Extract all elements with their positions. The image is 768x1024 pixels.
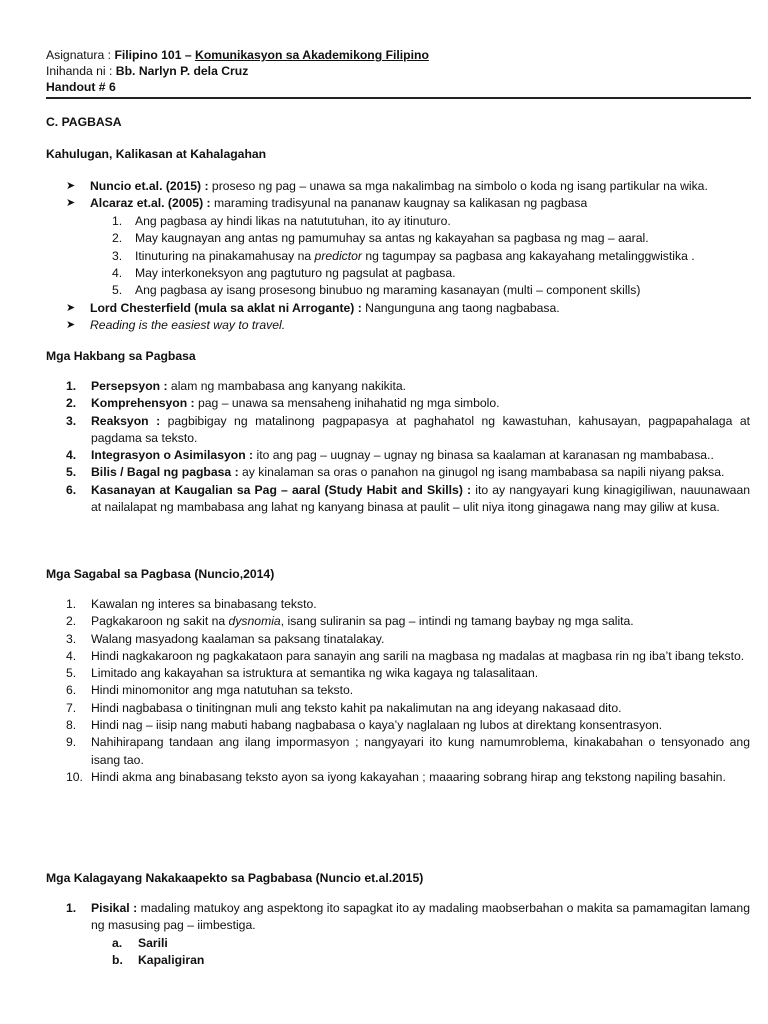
item-text: ito ay nangyayari kung kinagigiliwan, nauunawaan at nailalapat ng mambabasa ang lahat ng kanyang binasa at paulit – ulit niya itong ginagawa nang may giliw at kusa.	[91, 482, 750, 515]
item-text: Nangunguna ang taong nagbabasa.	[361, 301, 560, 315]
quote-text: Reading is the easiest way to travel.	[90, 318, 286, 333]
item-lead: Komprehensyon :	[91, 396, 195, 411]
item-number: 6.	[66, 683, 77, 698]
item-lead: Lord Chesterfield (mula sa aklat ni Arrogante) :	[90, 301, 362, 315]
item-number: 3.	[66, 413, 77, 428]
item-lead: Nuncio et.al. (2015) :	[90, 179, 209, 193]
arrow-bullet-icon: ➤	[66, 180, 76, 192]
item-number: 1.	[66, 901, 77, 915]
item-text: ito ang pag – uugnay – ugnay ng binasa sa kaalaman at karanasan ng mambabasa..	[253, 448, 714, 463]
list-item	[66, 631, 750, 648]
item-number: 8.	[66, 718, 77, 733]
item-text: Kapaligiran	[138, 953, 205, 968]
item-number: 5.	[66, 465, 77, 480]
item-number: 3.	[66, 631, 77, 646]
item-text: maraming tradisyunal na pananaw kaugnay sa kalikasan ng pagbasa	[210, 196, 588, 211]
list-item	[66, 596, 750, 613]
kahulugan-sublist	[112, 213, 752, 299]
asignatura-line	[46, 47, 726, 63]
item-lead: Persepsyon :	[91, 379, 168, 393]
list-item	[112, 230, 752, 247]
item-lead: Alcaraz et.al. (2005) :	[90, 196, 211, 211]
list-item	[66, 717, 750, 734]
list-item	[66, 734, 750, 769]
item-text: Ang pagbasa ay hindi likas na natututuhan, ito ay itinuturo.	[135, 214, 451, 228]
item-number: 7.	[66, 700, 77, 715]
arrow-bullet-icon: ➤	[66, 302, 76, 314]
arrow-bullet-icon: ➤	[66, 197, 76, 210]
item-emphasis: dysnomia	[228, 614, 281, 629]
list-item	[66, 482, 750, 517]
item-lead: Pisikal :	[91, 901, 138, 915]
item-number: 4.	[112, 265, 123, 280]
list-item	[66, 682, 750, 699]
item-letter: b.	[112, 953, 123, 968]
item-text: Hindi nag – iisip nang mabuti habang nagbabasa o kaya’y naglalaan ng lubos at direktang konsentrasyon.	[91, 718, 663, 733]
item-text: , isang suliranin sa pag – intindi ng tamang baybay ng mga salita.	[280, 614, 634, 629]
list-item	[112, 952, 412, 969]
section-title: C. PAGBASA	[46, 115, 122, 129]
course-code: Filipino 101 –	[114, 48, 196, 62]
list-item	[66, 900, 750, 935]
item-text: pag – unawa sa mensaheng inihahatid ng mga simbolo.	[194, 396, 500, 411]
item-number: 2.	[66, 614, 77, 629]
list-item	[66, 700, 750, 717]
item-text: madaling matukoy ang aspektong ito sapagkat ito ay madaling maobserbahan o makita sa pamamagitan lamang ng masusing pag – iimbestiga.	[91, 901, 750, 933]
item-lead: Kasanayan at Kaugalian sa Pag – aaral (Study Habit and Skills) :	[91, 482, 472, 497]
course-title: Komunikasyon sa Akademikong Filipino	[195, 48, 429, 62]
item-letter: a.	[112, 936, 123, 950]
kahulugan-list	[66, 178, 756, 213]
item-number: 1.	[66, 597, 77, 611]
hakbang-list	[66, 378, 750, 516]
item-number: 6.	[66, 482, 77, 497]
sagabal-list	[66, 596, 750, 786]
item-text: May kaugnayan ang antas ng pamumuhay sa antas ng kakayahan sa pagbasa ng mag – aaral.	[135, 231, 649, 246]
item-text: proseso ng pag – unawa sa mga nakalimbag na simbolo o koda ng isang partikular na wika.	[208, 179, 708, 193]
item-number: 3.	[112, 248, 123, 263]
arrow-bullet-icon: ➤	[66, 319, 76, 332]
author-name: Bb. Narlyn P. dela Cruz	[115, 64, 249, 78]
sagabal-heading: Mga Sagabal sa Pagbasa (Nuncio,2014)	[46, 567, 275, 581]
list-item	[66, 395, 750, 412]
item-text: Pagkakaroon ng sakit na	[91, 614, 229, 629]
item-number: 9.	[66, 735, 77, 750]
item-text: Itinuturing na pinakamahusay na	[135, 248, 315, 263]
list-item	[66, 178, 756, 195]
item-text: alam ng mambabasa ang kanyang nakikita.	[167, 379, 407, 393]
list-item	[112, 248, 752, 265]
item-number: 1.	[66, 379, 77, 393]
asignatura-label: Asignatura :	[46, 48, 115, 62]
item-text: May interkoneksyon ang pagtuturo ng pagsulat at pagbasa.	[135, 265, 456, 280]
kalagayan-heading: Mga Kalagayang Nakakaapekto sa Pagbabasa (Nuncio et.al.2015)	[46, 871, 424, 885]
item-emphasis: predictor	[314, 248, 362, 263]
item-number: 10.	[66, 769, 83, 784]
item-number: 4.	[66, 648, 77, 663]
item-number: 2.	[66, 396, 77, 411]
item-text: Sarili	[138, 936, 168, 950]
list-item	[66, 378, 750, 395]
list-item	[112, 282, 752, 299]
item-text: ng tagumpay sa pagbasa ang kakayahang metalinggwistika .	[361, 248, 695, 263]
item-number: 5.	[66, 666, 77, 681]
header-divider	[46, 97, 751, 99]
inihanda-line	[46, 63, 726, 79]
item-lead: Integrasyon o Asimilasyon :	[91, 448, 254, 463]
kalagayan-sublist	[112, 935, 412, 970]
item-text: Kawalan ng interes sa binabasang teksto.	[91, 597, 317, 611]
list-item	[112, 935, 412, 952]
item-lead: Reaksyon :	[91, 413, 161, 428]
item-text: Hindi nagbabasa o tinitingnan muli ang teksto kahit pa nakalimutan na ang ideyang nakasaad dito.	[91, 700, 622, 715]
inihanda-label: Inihanda ni :	[46, 64, 116, 78]
item-number: 2.	[112, 231, 123, 246]
item-number: 5.	[112, 283, 123, 298]
list-item	[66, 300, 756, 317]
list-item	[112, 265, 752, 282]
item-text: Walang masyadong kaalaman sa paksang tinatalakay.	[91, 631, 385, 646]
document-header	[46, 47, 726, 95]
list-item	[66, 447, 750, 464]
item-text: Hindi minomonitor ang mga natutuhan sa teksto.	[91, 683, 354, 698]
list-item	[66, 665, 750, 682]
kalagayan-list	[66, 900, 750, 935]
item-number: 4.	[66, 448, 77, 463]
handout-number: Handout # 6	[46, 80, 116, 94]
list-item	[112, 213, 752, 230]
item-text: ay kinalaman sa oras o panahon na ginugol ng isang mambabasa sa napili niyang paksa.	[238, 465, 725, 480]
item-text: Hindi nagkakaroon ng pagkakataon para sanayin ang sarili na magbasa ng madalas at magbasa rin ng iba’t ibang teksto.	[91, 648, 745, 663]
item-lead: Bilis / Bagal ng pagbasa :	[91, 465, 239, 480]
item-text: Limitado ang kakayahan sa istruktura at semantika ng wika kagaya ng talasalitaan.	[91, 666, 539, 681]
list-item	[66, 195, 756, 212]
item-text: Ang pagbasa ay isang prosesong binubuo ng maraming kasanayan (multi – component skills)	[135, 283, 641, 298]
item-text: Hindi akma ang binabasang teksto ayon sa iyong kakayahan ; maaaring sobrang hirap ang tekstong napiling basahin.	[91, 769, 726, 784]
list-item	[66, 648, 750, 665]
item-text: pagbibigay ng matalinong pagpapasya at paghahatol ng kawastuhan, kahusayan, pagpapahalaga at pagdama sa teksto.	[91, 413, 750, 445]
list-item	[66, 464, 750, 481]
kahulugan-list-2	[66, 300, 756, 335]
list-item	[66, 769, 750, 786]
list-item	[66, 317, 756, 334]
list-item	[66, 413, 750, 448]
item-text: Nahihirapang tandaan ang ilang impormasyon ; nangyayari ito kung namumroblema, kinakabahan o tensyonado ang isang tao.	[91, 735, 750, 767]
hakbang-heading: Mga Hakbang sa Pagbasa	[46, 349, 196, 363]
kahulugan-heading: Kahulugan, Kalikasan at Kahalagahan	[46, 147, 267, 161]
item-number: 1.	[112, 214, 123, 228]
list-item	[66, 613, 750, 630]
